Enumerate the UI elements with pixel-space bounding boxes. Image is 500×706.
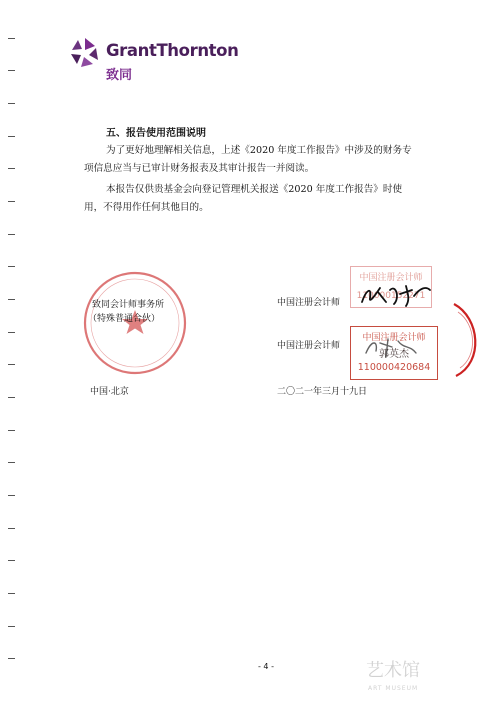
cpa-label-1: 中国注册会计师 (277, 298, 341, 308)
svg-text:艺术馆: 艺术馆 (366, 660, 420, 681)
section-title: 五、报告使用范围说明 (106, 128, 206, 139)
cpa-stamp-1-title: 中国注册会计师 (359, 273, 423, 283)
museum-watermark (360, 650, 490, 694)
cpa-stamp-2-name: 郭英杰 (379, 349, 409, 360)
binding-margin-ticks (8, 0, 16, 706)
location: 中国·北京 (90, 387, 129, 397)
brand-name-chinese: 致同 (106, 68, 133, 83)
svg-text:ART MUSEUM: ART MUSEUM (368, 685, 419, 692)
grant-thornton-mark-icon (68, 36, 102, 70)
page-number: - 4 - (258, 662, 274, 671)
paragraph-usage-context: 为了更好地理解相关信息，上述《2020 年度工作报告》中涉及的财务专项信息应当与已审计财务报表及其审计报告一并阅读。 (84, 145, 412, 174)
cpa-label-2: 中国注册会计师 (277, 341, 341, 351)
grant-thornton-logo (68, 36, 239, 84)
cpa-stamp-2-number: 110000420684 (357, 362, 431, 373)
cpa-stamp-2-title: 中国注册会计师 (362, 333, 426, 343)
cpa-stamp-1-number: 110000152271 (356, 291, 426, 301)
brand-name: GrantThornton (106, 41, 239, 60)
paragraph-usage-restriction: 本报告仅供贵基金会向登记管理机关报送《2020 年度工作报告》时使用，不得用作任何其他目的。 (84, 184, 403, 213)
cpa-signature-2 (358, 333, 428, 363)
report-date: 二〇二一年三月十九日 (277, 387, 368, 397)
firm-type: （特殊普通合伙） (88, 314, 161, 324)
firm-name: 致同会计师事务所 (92, 300, 165, 310)
cpa-signature-1 (356, 280, 436, 310)
partial-seal-edge (450, 300, 490, 380)
